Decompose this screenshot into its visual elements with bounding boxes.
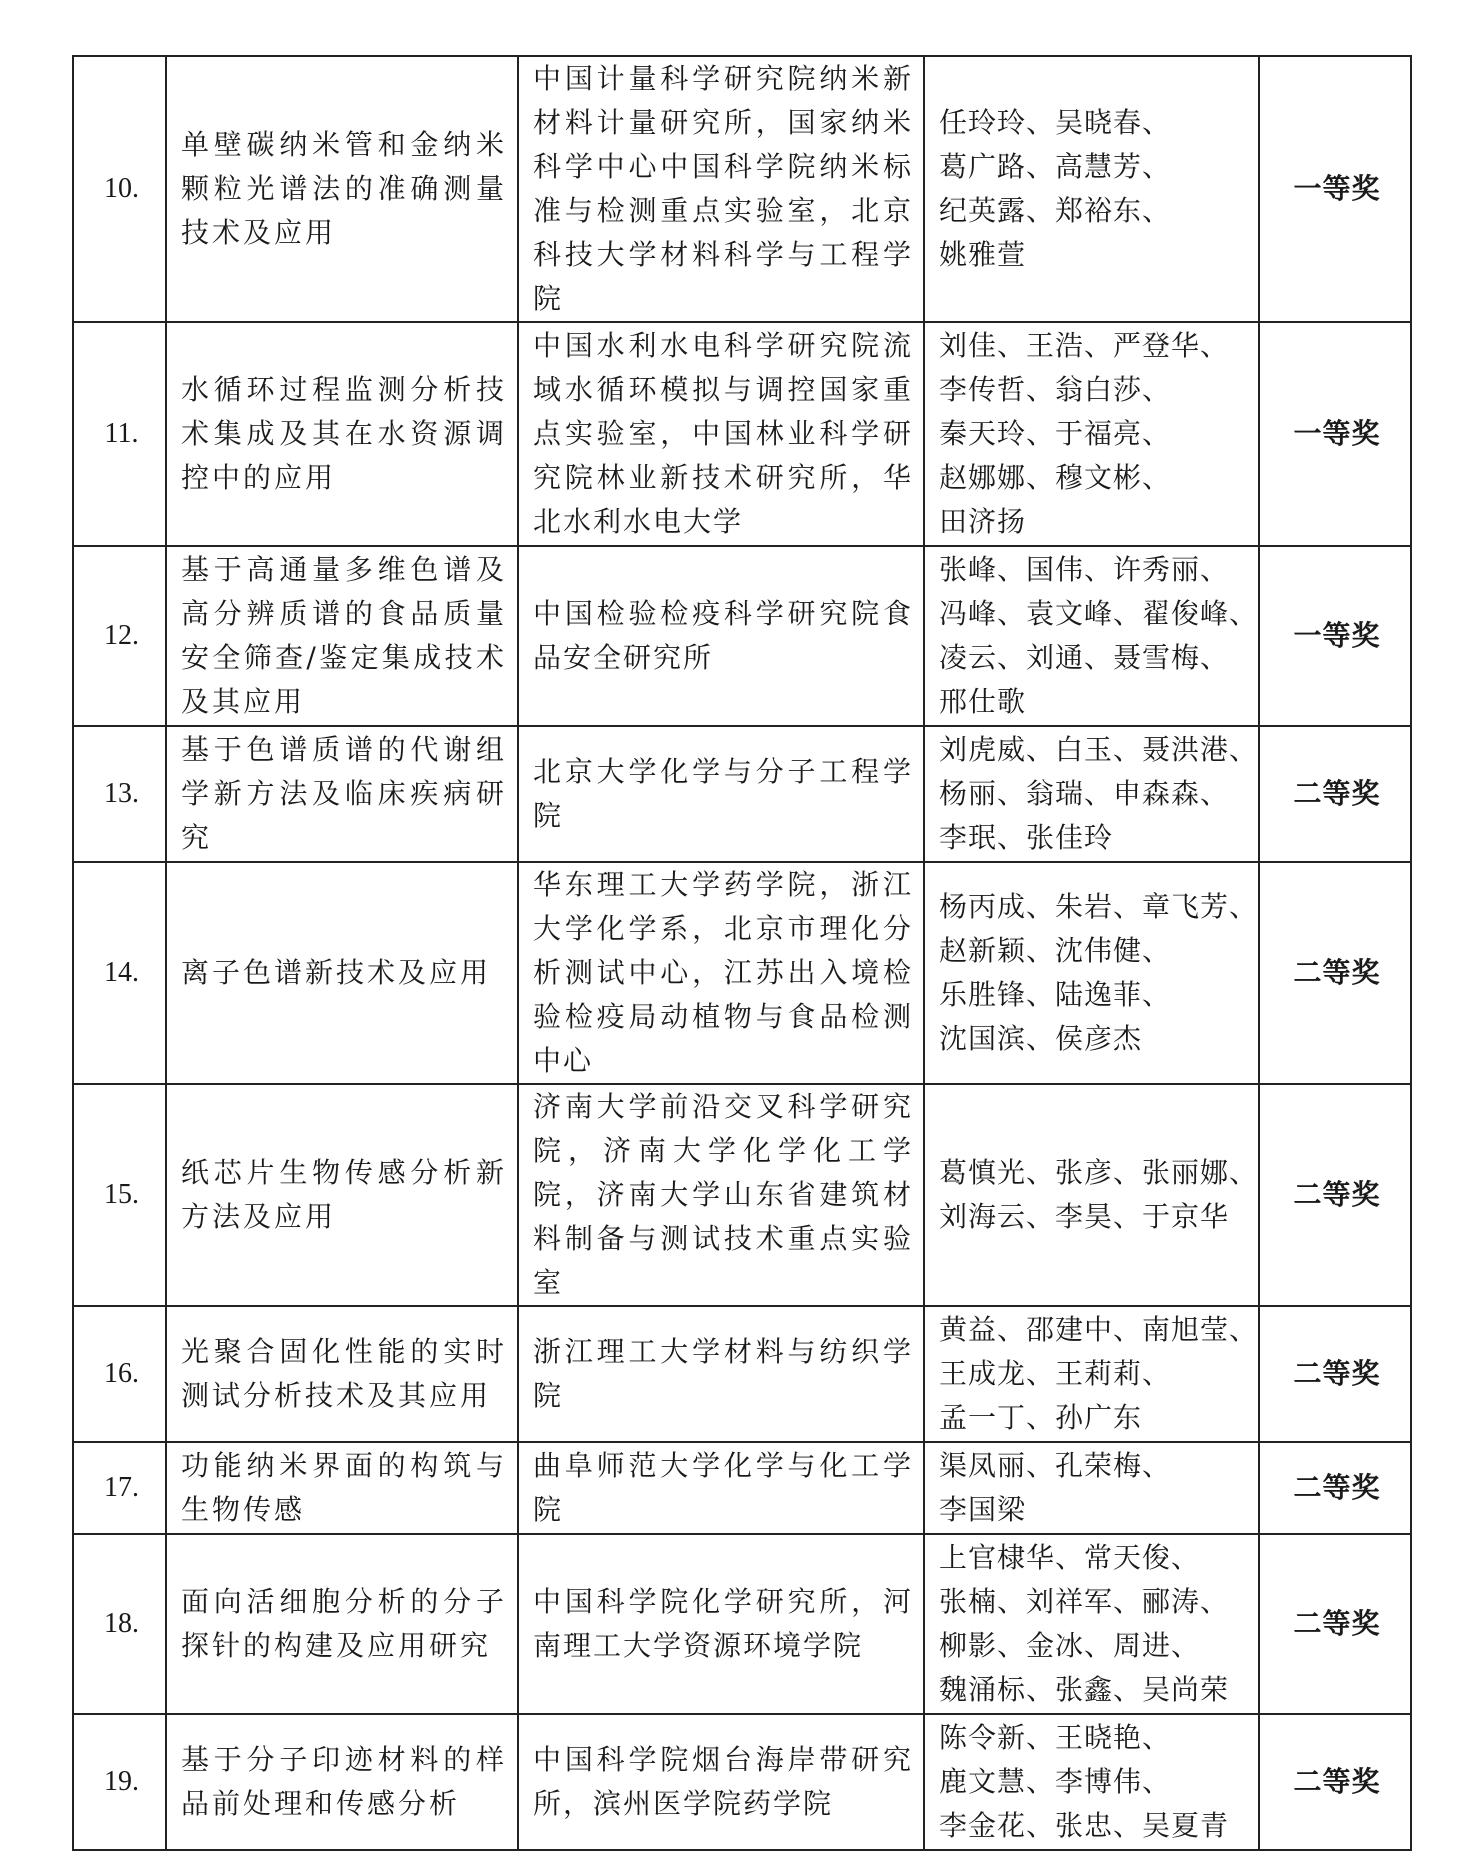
awards-table [72, 55, 1412, 1851]
table-row [73, 1714, 1411, 1850]
person-line: 李珉、张佳玲 [939, 821, 1114, 854]
person-line: 鹿文慧、李博伟、 [939, 1765, 1172, 1798]
row-number: 15. [73, 1084, 166, 1306]
person-line: 任玲玲、吴晓春、 [939, 106, 1172, 139]
completing-persons [924, 546, 1259, 726]
award-level: 二等奖 [1259, 726, 1411, 862]
row-number: 11. [73, 322, 166, 546]
person-line: 赵娜娜、穆文彬、 [939, 461, 1172, 494]
person-line: 秦天玲、于福亮、 [939, 417, 1172, 450]
award-level: 二等奖 [1259, 1442, 1411, 1534]
person-line: 李国梁 [939, 1493, 1027, 1526]
person-line: 田济扬 [939, 505, 1027, 538]
person-line: 李传哲、翁白莎、 [939, 373, 1172, 406]
completing-persons [924, 1714, 1259, 1850]
person-line: 陈令新、王晓艳、 [939, 1721, 1172, 1754]
person-line: 冯峰、袁文峰、翟俊峰、 [939, 597, 1259, 630]
person-line: 张楠、刘祥军、郦涛、 [939, 1585, 1230, 1618]
person-line: 杨丽、翁瑞、申森森、 [939, 777, 1230, 810]
person-line: 刘虎威、白玉、聂洪港、 [939, 733, 1259, 766]
person-line: 纪英露、郑裕东、 [939, 194, 1172, 227]
project-title: 面向活细胞分析的分子探针的构建及应用研究 [166, 1534, 518, 1714]
table-row [73, 546, 1411, 726]
table-row [73, 726, 1411, 862]
completing-units: 中国科学院化学研究所，河南理工大学资源环境学院 [518, 1534, 924, 1714]
award-level: 二等奖 [1259, 1084, 1411, 1306]
table-row [73, 322, 1411, 546]
award-level: 二等奖 [1259, 1306, 1411, 1442]
completing-units: 中国检验检疫科学研究院食品安全研究所 [518, 546, 924, 726]
person-line: 杨丙成、朱岩、章飞芳、 [939, 890, 1259, 923]
award-level: 二等奖 [1259, 1714, 1411, 1850]
row-number: 18. [73, 1534, 166, 1714]
completing-units: 中国计量科学研究院纳米新材料计量研究所，国家纳米科学中心中国科学院纳米标准与检测重点实验室，北京科技大学材料科学与工程学院 [518, 56, 924, 322]
table-row [73, 56, 1411, 322]
person-line: 乐胜锋、陆逸菲、 [939, 978, 1172, 1011]
award-level: 二等奖 [1259, 1534, 1411, 1714]
completing-persons [924, 726, 1259, 862]
table-row [73, 1306, 1411, 1442]
award-level: 一等奖 [1259, 546, 1411, 726]
completing-persons [924, 322, 1259, 546]
table-row [73, 1534, 1411, 1714]
completing-units: 济南大学前沿交叉科学研究院，济南大学化学化工学院，济南大学山东省建筑材料制备与测试技术重点实验室 [518, 1084, 924, 1306]
completing-persons [924, 862, 1259, 1084]
person-line: 刘佳、王浩、严登华、 [939, 329, 1230, 362]
award-level: 二等奖 [1259, 862, 1411, 1084]
project-title: 基于色谱质谱的代谢组学新方法及临床疾病研究 [166, 726, 518, 862]
project-title: 水循环过程监测分析技术集成及其在水资源调控中的应用 [166, 322, 518, 546]
person-line: 魏涌标、张鑫、吴尚荣 [939, 1673, 1230, 1706]
completing-persons [924, 1442, 1259, 1534]
row-number: 12. [73, 546, 166, 726]
person-line: 渠凤丽、孔荣梅、 [939, 1449, 1172, 1482]
completing-units: 曲阜师范大学化学与化工学院 [518, 1442, 924, 1534]
completing-persons [924, 1534, 1259, 1714]
person-line: 葛广路、高慧芳、 [939, 150, 1172, 183]
table-row [73, 1084, 1411, 1306]
person-line: 王成龙、王莉莉、 [939, 1357, 1172, 1390]
row-number: 10. [73, 56, 166, 322]
project-title: 单壁碳纳米管和金纳米颗粒光谱法的准确测量技术及应用 [166, 56, 518, 322]
person-line: 刘海云、李昊、于京华 [939, 1200, 1230, 1233]
project-title: 纸芯片生物传感分析新方法及应用 [166, 1084, 518, 1306]
person-line: 张峰、国伟、许秀丽、 [939, 553, 1230, 586]
person-line: 李金花、张忠、吴夏青 [939, 1809, 1230, 1842]
person-line: 邢仕歌 [939, 685, 1027, 718]
person-line: 黄益、邵建中、南旭莹、 [939, 1313, 1259, 1346]
award-level: 一等奖 [1259, 322, 1411, 546]
project-title: 基于分子印迹材料的样品前处理和传感分析 [166, 1714, 518, 1850]
person-line: 凌云、刘通、聂雪梅、 [939, 641, 1230, 674]
person-line: 赵新颖、沈伟健、 [939, 934, 1172, 967]
project-title: 基于高通量多维色谱及高分辨质谱的食品质量安全筛查/鉴定集成技术及其应用 [166, 546, 518, 726]
award-level: 一等奖 [1259, 56, 1411, 322]
completing-units: 华东理工大学药学院，浙江大学化学系，北京市理化分析测试中心，江苏出入境检验检疫局动植物与食品检测中心 [518, 862, 924, 1084]
person-line: 姚雅萱 [939, 238, 1027, 271]
table-row [73, 862, 1411, 1084]
person-line: 柳影、金冰、周进、 [939, 1629, 1201, 1662]
completing-units: 北京大学化学与分子工程学院 [518, 726, 924, 862]
row-number: 14. [73, 862, 166, 1084]
completing-persons [924, 1306, 1259, 1442]
row-number: 17. [73, 1442, 166, 1534]
person-line: 沈国滨、侯彦杰 [939, 1022, 1143, 1055]
completing-units: 浙江理工大学材料与纺织学院 [518, 1306, 924, 1442]
completing-units: 中国水利水电科学研究院流域水循环模拟与调控国家重点实验室，中国林业科学研究院林业新技术研究所，华北水利水电大学 [518, 322, 924, 546]
person-line: 上官棣华、常天俊、 [939, 1541, 1201, 1574]
row-number: 13. [73, 726, 166, 862]
project-title: 离子色谱新技术及应用 [166, 862, 518, 1084]
completing-units: 中国科学院烟台海岸带研究所，滨州医学院药学院 [518, 1714, 924, 1850]
person-line: 孟一丁、孙广东 [939, 1401, 1143, 1434]
project-title: 功能纳米界面的构筑与生物传感 [166, 1442, 518, 1534]
completing-persons [924, 1084, 1259, 1306]
row-number: 19. [73, 1714, 166, 1850]
completing-persons [924, 56, 1259, 322]
row-number: 16. [73, 1306, 166, 1442]
project-title: 光聚合固化性能的实时测试分析技术及其应用 [166, 1306, 518, 1442]
person-line: 葛慎光、张彦、张丽娜、 [939, 1156, 1259, 1189]
table-row [73, 1442, 1411, 1534]
